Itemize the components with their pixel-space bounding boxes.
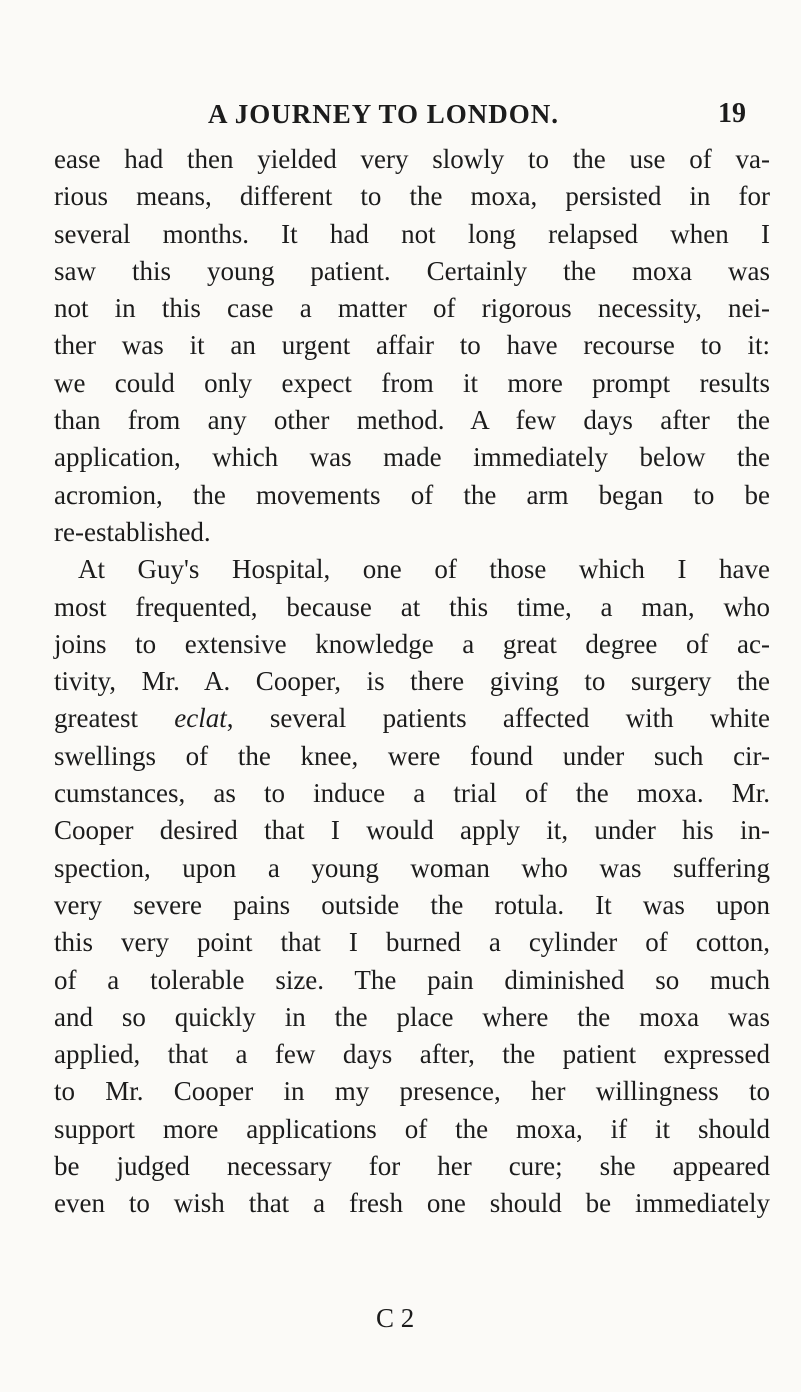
text-line: we could only expect from it more prompt results <box>54 367 770 398</box>
text-line: swellings of the knee, were found under such cir- <box>54 740 770 771</box>
text-line: several months. It had not long relapsed when I <box>54 218 770 249</box>
running-head: A JOURNEY TO LONDON. <box>208 99 560 129</box>
text-line: not in this case a matter of rigorous necessity, nei- <box>54 293 770 324</box>
text-line: most frequented, because at this time, a man, who <box>54 591 770 622</box>
text-line: be judged necessary for her cure; she appeared <box>54 1151 770 1182</box>
text-line: even to wish that a fresh one should be immediately <box>54 1188 770 1219</box>
text-line: ease had then yielded very slowly to the use of va- <box>54 144 770 174</box>
text-line: saw this young patient. Certainly the moxa was <box>54 255 770 286</box>
text-line: very severe pains outside the rotula. It was upon <box>54 889 770 920</box>
text-line: acromion, the movements of the arm began to be <box>54 479 770 510</box>
text-line: ther was it an urgent affair to have recourse to it: <box>54 330 770 361</box>
text-line: Cooper desired that I would apply it, under his in- <box>54 815 770 846</box>
text-line: of a tolerable size. The pain diminished so much <box>54 964 770 995</box>
text-line: to Mr. Cooper in my presence, her willingness to <box>54 1076 770 1107</box>
text-line: re-established. <box>54 516 211 547</box>
text-line: spection, upon a young woman who was suffering <box>54 852 770 883</box>
text-line: tivity, Mr. A. Cooper, is there giving to surgery the <box>54 666 770 697</box>
text-line: rious means, different to the moxa, persisted in for <box>54 181 770 212</box>
text-line: and so quickly in the place where the moxa was <box>54 1001 770 1032</box>
text-line: this very point that I burned a cylinder of cotton, <box>54 927 770 958</box>
text-line: At Guy's Hospital, one of those which I have <box>78 554 770 585</box>
page-header <box>0 94 801 134</box>
body-text <box>54 141 770 1223</box>
text-line: cumstances, as to induce a trial of the moxa. Mr. <box>54 778 770 809</box>
text-line: support more applications of the moxa, if it should <box>54 1113 770 1144</box>
text-line: applied, that a few days after, the patient expressed <box>54 1039 770 1070</box>
italic-word: eclat <box>174 703 227 734</box>
text-line: joins to extensive knowledge a great degree of ac- <box>54 628 770 659</box>
signature-mark: C 2 <box>376 1303 415 1333</box>
text-line: application, which was made immediately below the <box>54 442 770 473</box>
text-line: greatest eclat, several patients affected with white <box>54 703 770 734</box>
text-line: than from any other method. A few days after the <box>54 405 770 436</box>
page-number: 19 <box>718 98 746 129</box>
